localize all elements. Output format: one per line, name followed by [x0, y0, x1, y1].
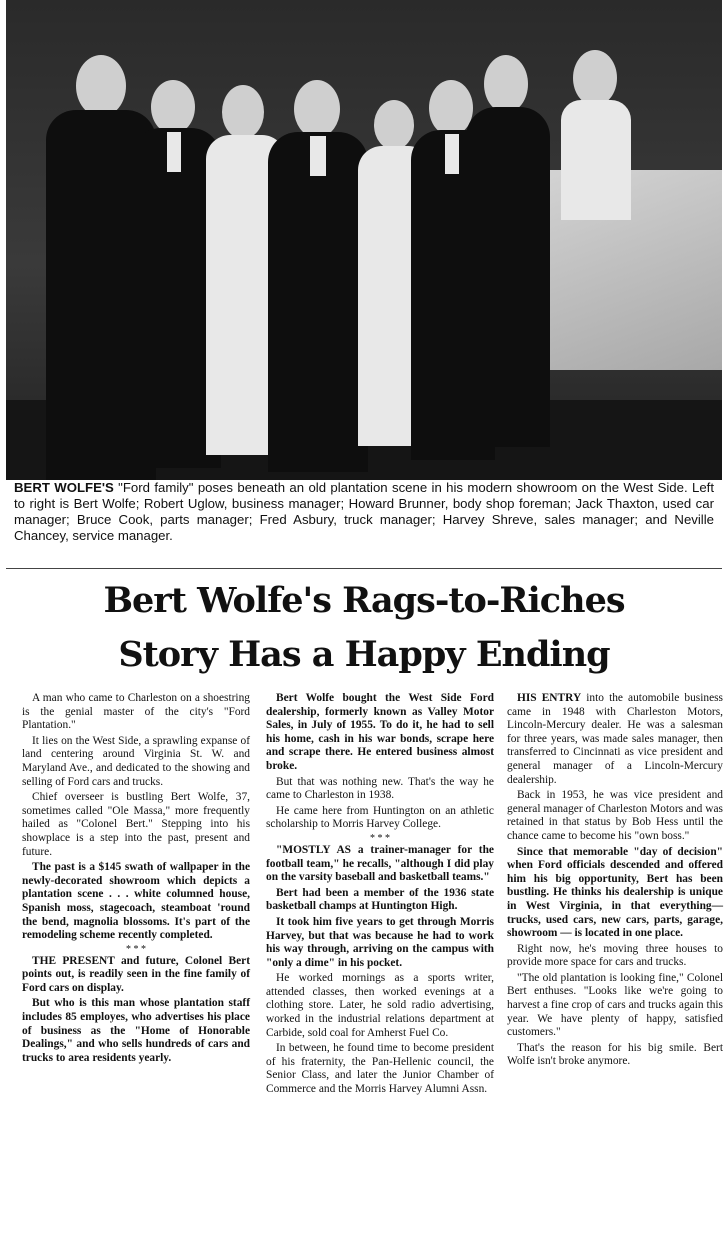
paragraph: But who is this man whose plantation staff includes 85 employes, who advertises his place of business as the "Home of Honorable Dealings," and who sells hundreds of cars and trucks to area residents yearly.: [22, 997, 250, 1064]
paragraph: "The old plantation is looking fine," Colonel Bert enthuses. "Looks like we're going to harvest a fine crop of cars and trucks again this year. We have plenty of happy, satisfied customers.": [507, 971, 723, 1039]
paragraph: A man who came to Charleston on a shoestring is the genial master of the city's "Ford Plantation.": [22, 692, 250, 732]
paragraph: HIS ENTRY into the automobile business came in 1948 with Charleston Motors, Lincoln-Mercury dealer. He was a salesman for three years, was made sales manager, then transferred to Cincinnati as vice president and general manager of a Lincoln-Mercury dealership.: [507, 692, 723, 786]
paragraph: "MOSTLY AS a trainer-manager for the football team," he recalls, "although I did play on the varsity baseball and basketball teams.": [266, 843, 494, 884]
article-column-2: [266, 692, 494, 1099]
paragraph: Bert Wolfe bought the West Side Ford dealership, formerly known as Valley Motor Sales, in July of 1955. To do it, he had to sell his home, cash in his war bonds, scrape here and scrape there. He entered business almost broke.: [266, 692, 494, 772]
paragraph: Right now, he's moving three houses to provide more space for cars and trucks.: [507, 942, 723, 969]
paragraph: It lies on the West Side, a sprawling expanse of land centering around Virginia St. W. and Maryland Ave., and dedicated to the showing and selling of Ford cars and trucks.: [22, 734, 250, 788]
paragraph: The past is a $145 swath of wallpaper in the newly-decorated showroom which depicts a plantation scene . . . white columned house, Spanish moss, stagecoach, steamboat 'round the bend, magnolia blossoms. It's part of the remodeling scheme recently completed.: [22, 861, 250, 942]
article-column-1: [22, 692, 250, 1067]
group-photo: [6, 0, 722, 480]
paragraph: He worked mornings as a sports writer, attended classes, then worked evenings at a clothing store. Later, he sold radio advertising, worked in the industrial relations department at Carbide, sold coal for Amherst Fuel Co.: [266, 972, 494, 1039]
paragraph: Chief overseer is bustling Bert Wolfe, 37, sometimes called "Ole Massa," more frequently hailed as "Colonel Bert." Stepping into his showplace is a step into the past, present and future.: [22, 791, 250, 858]
headline-line-1: Bert Wolfe's Rags-to-Riches: [103, 580, 625, 621]
paragraph-lead: "MOSTLY AS: [276, 843, 352, 856]
paragraph: Back in 1953, he was vice president and general manager of Charleston Motors and was retained in that status by Bob Hess until the chance came to become his "own boss.": [507, 789, 723, 842]
paragraph-lead: THE PRESENT: [32, 954, 115, 967]
caption-lead: BERT WOLFE'S: [14, 480, 114, 495]
paragraph: THE PRESENT and future, Colonel Bert points out, is readily seen in the fine family of Ford cars on display.: [22, 954, 251, 994]
paragraph: That's the reason for his big smile. Bert Wolfe isn't broke anymore.: [507, 1041, 723, 1068]
paragraph: Bert had been a member of the 1936 state basketball champs at Huntington High.: [266, 886, 494, 913]
paragraph-lead: HIS ENTRY: [517, 692, 582, 704]
paragraph: But that was nothing new. That's the way he came to Charleston in 1938.: [266, 775, 494, 802]
section-break: * * *: [370, 832, 390, 844]
paragraph: Since that memorable "day of decision" when Ford officials descended and offered him his big opportunity, Bert has been bustling. He thinks his dealership is unique in West Virginia, in that everything—trucks, used cars, new cars, parts, garage, showroom — is located in one place.: [507, 845, 723, 940]
caption-text: "Ford family" poses beneath an old plantation scene in his modern showroom on the West Side. Left to right is Bert Wolfe; Robert Uglow, business manager; Howard Brunner, body shop foreman; Jack Thaxton, used car manager; Bruce Cook, parts manager; Fred Asbury, truck manager; Harvey Shreve, sales manager; and Neville Chancey, service manager.: [14, 480, 714, 543]
paragraph: In between, he found time to become president of his fraternity, the Pan-Hellenic council, the Senior Class, and later the Junior Chamber of Commerce and the Morris Harvey Alumni Assn.: [266, 1042, 494, 1096]
article-column-3: [507, 692, 723, 1071]
paragraph: He came here from Huntington on an athletic scholarship to Morris Harvey College.: [266, 804, 494, 831]
photo-caption: [14, 480, 714, 544]
section-break: * * *: [126, 943, 146, 955]
divider: [6, 568, 722, 569]
paragraph: It took him five years to get through Morris Harvey, but that was because he had to work his way through, arriving on the campus with "only a dime" in his pocket.: [266, 915, 494, 969]
headline-line-2: Story Has a Happy Ending: [118, 634, 610, 675]
